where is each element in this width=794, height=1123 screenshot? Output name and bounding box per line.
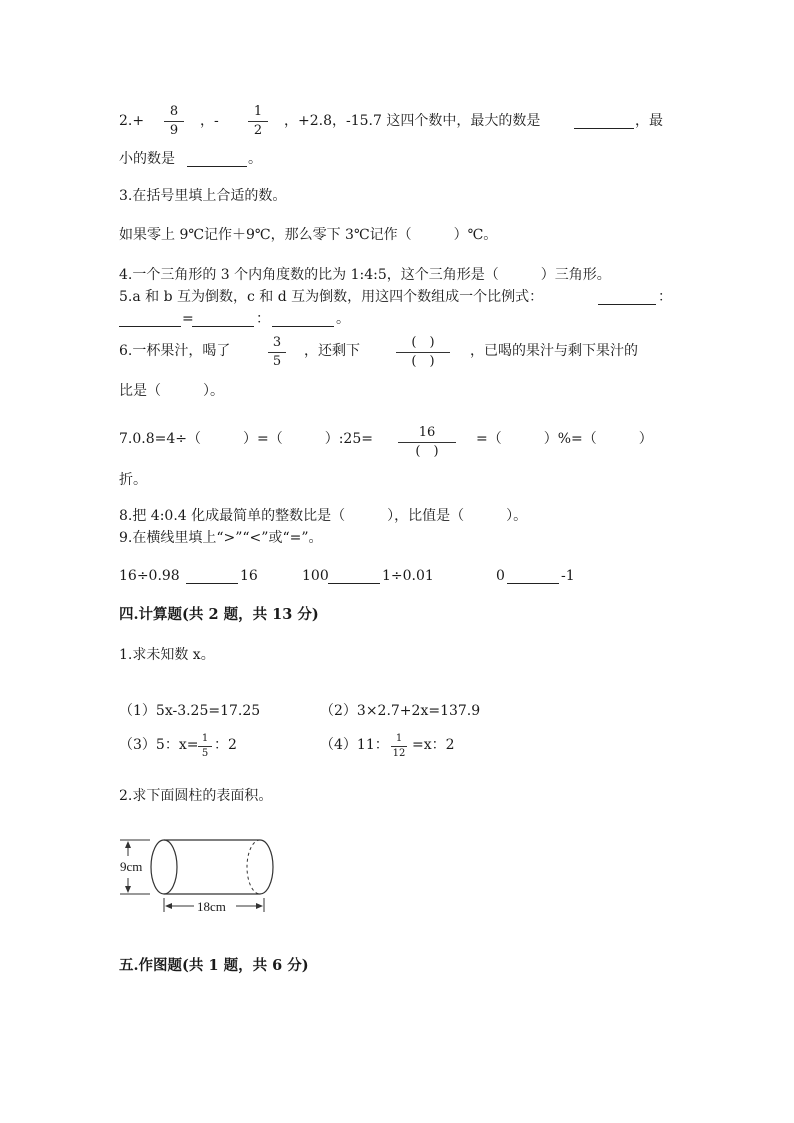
q9-c2-right: 1÷0.01 (382, 568, 434, 584)
calc1-title: 1.求未知数 x。 (119, 647, 215, 663)
q9-c2-blank[interactable] (328, 571, 380, 584)
eq4-frac-denominator: 12 (392, 748, 406, 759)
calc2-title: 2.求下面圆柱的表面积。 (119, 788, 273, 804)
fraction-bar (164, 121, 184, 122)
q6-line2: 比是（ ）。 (119, 383, 224, 399)
q2-frac2-denominator: 2 (253, 123, 263, 138)
q2-frac1-denominator: 9 (169, 123, 179, 138)
arrow-right (256, 903, 263, 909)
q5-answer-blank-4[interactable] (272, 314, 334, 327)
eq3-frac-denominator: 5 (201, 748, 209, 759)
q9-c1-left: 16÷0.98 (119, 568, 180, 584)
q2-tail: ，最 (635, 113, 663, 129)
label-height: 9cm (120, 859, 143, 874)
q9-c1-blank[interactable] (186, 571, 238, 584)
q2-answer-blank-max[interactable] (574, 116, 634, 129)
q6-blank-denominator[interactable]: ( ) (411, 354, 435, 369)
q5-answer-blank-3[interactable] (192, 314, 254, 327)
q7-line2: 折。 (119, 472, 147, 488)
q9-title: 9.在横线里填上“>”“<”或“=”。 (119, 530, 323, 546)
q2-frac2-numerator: 1 (253, 104, 263, 119)
q2-prefix: 2.+ (119, 113, 145, 129)
q5-answer-blank-1[interactable] (598, 292, 656, 305)
q7-frac-numerator: 16 (418, 425, 436, 440)
fraction-bar (398, 442, 456, 443)
equation-4-right: =x：2 (412, 737, 455, 753)
eq4-frac-numerator: 1 (395, 733, 403, 744)
fraction-bar (248, 121, 268, 122)
q5-end: 。 (336, 311, 350, 327)
q7-fraction[interactable] (398, 425, 456, 460)
label-length: 18cm (197, 899, 226, 914)
q5-colon: ： (658, 289, 672, 305)
section-4-heading: 四.计算题(共 2 题，共 13 分) (119, 606, 319, 623)
q5-line1: 5.a 和 b 互为倒数，c 和 d 互为倒数，用这四个数组成一个比例式： (119, 289, 544, 305)
equation-4-fraction (391, 733, 407, 760)
q2-frac1-numerator: 8 (169, 104, 179, 119)
q6-fraction-remaining[interactable] (396, 335, 450, 370)
q4-text: 4.一个三角形的 3 个内角度数的比为 1:4:5，这个三角形是（ ）三角形。 (119, 267, 611, 283)
cylinder-figure (118, 828, 282, 920)
section-5-heading: 五.作图题(共 1 题，共 6 分) (119, 957, 309, 974)
q2-fraction-2 (248, 104, 268, 139)
q9-c1-right: 16 (240, 568, 258, 584)
q6-text-b: ，还剩下 (304, 343, 360, 359)
q3-title: 3.在括号里填上合适的数。 (119, 188, 287, 204)
equation-4-left: （4）11： (320, 737, 389, 753)
q9-c3-blank[interactable] (507, 571, 559, 584)
cylinder-right-front (260, 840, 273, 894)
q5-answer-blank-2[interactable] (119, 314, 181, 327)
eq3-frac-numerator: 1 (201, 733, 209, 744)
cylinder-right-hidden (247, 840, 260, 894)
q3-body: 如果零上 9℃记作＋9℃，那么零下 3℃记作（ ）℃。 (119, 227, 498, 243)
q6-frac-denominator: 5 (272, 354, 282, 369)
arrow-up (125, 841, 131, 848)
q7-text-a: 7.0.8=4÷（ ）=（ ）:25= (119, 431, 373, 447)
q7-text-b: =（ ）%=（ ） (476, 431, 653, 447)
q2-line2-end: 。 (248, 151, 262, 167)
fraction-bar (391, 746, 407, 747)
q9-c3-left: 0 (496, 568, 505, 584)
fraction-bar (396, 352, 450, 353)
q9-c3-right: -1 (561, 568, 575, 584)
q8-text: 8.把 4:0.4 化成最简单的整数比是（ ），比值是（ ）。 (119, 508, 528, 524)
arrow-down (125, 886, 131, 893)
q7-blank-denominator[interactable]: ( ) (415, 444, 439, 459)
q6-blank-numerator[interactable]: ( ) (411, 335, 435, 350)
fraction-bar (268, 352, 286, 353)
q6-frac-numerator: 3 (272, 335, 282, 350)
q6-text-a: 6.一杯果汁，喝了 (119, 343, 231, 359)
q2-mid: ，- (200, 113, 219, 129)
equation-2: （2）3×2.7+2x=137.9 (320, 703, 481, 719)
q6-fraction-drunk (268, 335, 286, 370)
q6-text-c: ，已喝的果汁与剩下果汁的 (470, 343, 638, 359)
equation-3-left: （3）5：x= (119, 737, 199, 753)
q5-colon2: ： (256, 311, 270, 327)
q2-line2: 小的数是 (119, 151, 175, 167)
q2-answer-blank-min[interactable] (187, 154, 247, 167)
equation-1: （1）5x-3.25=17.25 (119, 703, 261, 719)
equation-3-right: ：2 (214, 737, 237, 753)
cylinder-left-base (151, 840, 177, 894)
q9-c2-left: 100 (302, 568, 329, 584)
arrow-left (165, 903, 172, 909)
q5-eq: = (182, 311, 194, 327)
equation-3-fraction (198, 733, 212, 760)
q2-rest: ，+2.8，-15.7 这四个数中，最大的数是 (284, 113, 541, 129)
fraction-bar (198, 746, 212, 747)
q2-fraction-1 (164, 104, 184, 139)
